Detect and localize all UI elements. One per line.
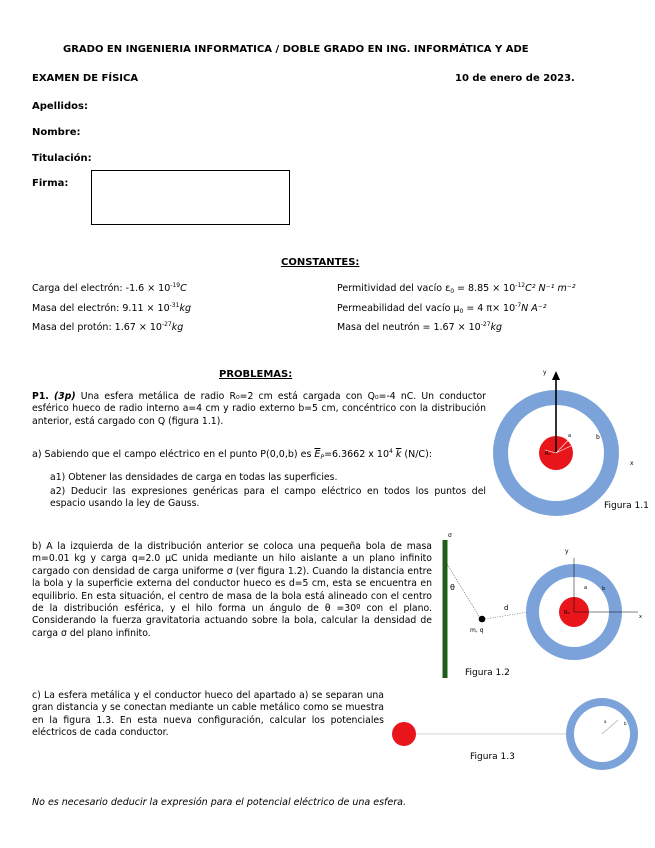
fig13-sphere	[392, 722, 416, 746]
fig12-y-label: y	[565, 548, 569, 555]
figure-1-2	[436, 528, 646, 684]
fig12-mq-label: m, q	[470, 627, 484, 634]
fig11-caption: Figura 1.1	[604, 501, 649, 511]
permittivity: Permitividad del vacío $\varepsilon_0 = 8.85 \times 10^{-12}C^2$ N⁻¹ m⁻²	[337, 282, 576, 295]
signature-box[interactable]	[91, 170, 290, 225]
fig12-caption: Figura 1.2	[465, 668, 510, 678]
fig13-b-label: b	[624, 721, 627, 726]
part-a1: a1) Obtener las densidades de carga en todas las superficies.	[50, 472, 338, 483]
surname-label: Apellidos:	[32, 101, 88, 112]
part-b-statement: b) A la izquierda de la distribución anterior se coloca una pequeña bola de masa m=0.01 kg y carga q=2.0 μC unida mediante un hilo aislante a un plano infinito cargado con densidad de carga uniforme σ (ver figura 1.2). Cuando la distancia entre la bola y la superficie externa del conductor hueco es d=5 cm, esta se encuentra en equilibrio. En esta situación, el centro de masa de la bola está alineado con el centro de la distribución esférica, y el hilo forma un ángulo de θ =30º con el plano. Considerando la fuerza gravitatoria actuando sobre la bola, calcular la densidad de carga σ del plano infinito.	[32, 541, 432, 639]
fig11-r0-label: R₀	[545, 451, 551, 457]
figure-1-1	[490, 365, 650, 520]
p1-statement: P1. (3p) Una esfera metálica de radio R₀=2 cm está cargada con Q₀=-4 nC. Un conductor esférico hueco de radio interno a=4 cm y radio externo b=5 cm, concéntrico con la distribución anterior, está cargado con Q (figura 1.1).	[32, 391, 486, 427]
part-a-statement: a) Sabiendo que el campo eléctrico en el punto P(0,0,b) es $\overline{E}_P=6.3662$ x $10^4$ $\overline{k}$ (N/C):	[32, 448, 432, 461]
field-vector: $\overline{E}$	[314, 449, 321, 460]
fig12-theta-label: θ	[450, 583, 455, 592]
electron-charge: Carga del electrón: $-1.6 \times 10^{-19}C$	[32, 282, 187, 294]
fig11-a-label: a	[568, 433, 572, 439]
exam-title: EXAMEN DE FÍSICA	[32, 73, 139, 84]
fig11-y-label: y	[543, 369, 547, 376]
charged-ball	[479, 616, 486, 623]
fig12-a-label: a	[584, 585, 588, 591]
distance-line	[485, 612, 528, 619]
fig13-a-label: a	[604, 719, 607, 724]
proton-mass: Masa del protón: $1.67 \times 10^{-27}kg$	[32, 321, 184, 333]
problems-title: PROBLEMAS:	[219, 369, 293, 380]
part-a2: a2) Deducir las expresiones genéricas para el campo eléctrico en todos los puntos del espacio usando la ley de Gauss.	[50, 486, 486, 510]
fig11-b-label: b	[596, 434, 600, 441]
figure-1-3	[390, 695, 652, 775]
neutron-mass: Masa del neutrón = $1.67 \times 10^{-27}kg$	[337, 321, 503, 333]
electron-mass: Masa del electrón: $9.11 \times 10^{-31}kg$	[32, 302, 191, 314]
part-c-statement: c) La esfera metálica y el conductor hueco del apartado a) se separan una gran distancia y se conectan mediante un cable metálico como se muestra en la figura 1.3. En esta nueva configuración, calcular los potenciales eléctricos de cada conductor.	[32, 690, 384, 739]
signature-label: Firma:	[32, 178, 69, 189]
fig12-r0-label: R₀	[564, 610, 570, 616]
fig13-caption: Figura 1.3	[470, 752, 515, 762]
fig12-d-label: d	[504, 604, 509, 612]
degree-label: Titulación:	[32, 153, 92, 164]
header-title: GRADO EN INGENIERIA INFORMATICA / DOBLE GRADO EN ING. INFORMÁTICA Y ADE	[63, 44, 529, 55]
fig11-x-label: x	[630, 460, 634, 467]
constants-title: CONSTANTES:	[281, 257, 360, 268]
exam-date: 10 de enero de 2023.	[455, 73, 575, 84]
fig12-sigma-label: σ	[448, 532, 452, 539]
y-arrow-icon	[552, 371, 560, 380]
permeability: Permeabilidad del vacío $\mu_0 = 4$ $\pi\times 10^{-7}N$ A⁻²	[337, 302, 547, 315]
footnote: No es necesario deducir la expresión para el potencial eléctrico de una esfera.	[32, 797, 406, 808]
fig12-b-label: b	[602, 586, 606, 592]
fig12-x-label: x	[639, 614, 642, 620]
name-label: Nombre:	[32, 127, 81, 138]
